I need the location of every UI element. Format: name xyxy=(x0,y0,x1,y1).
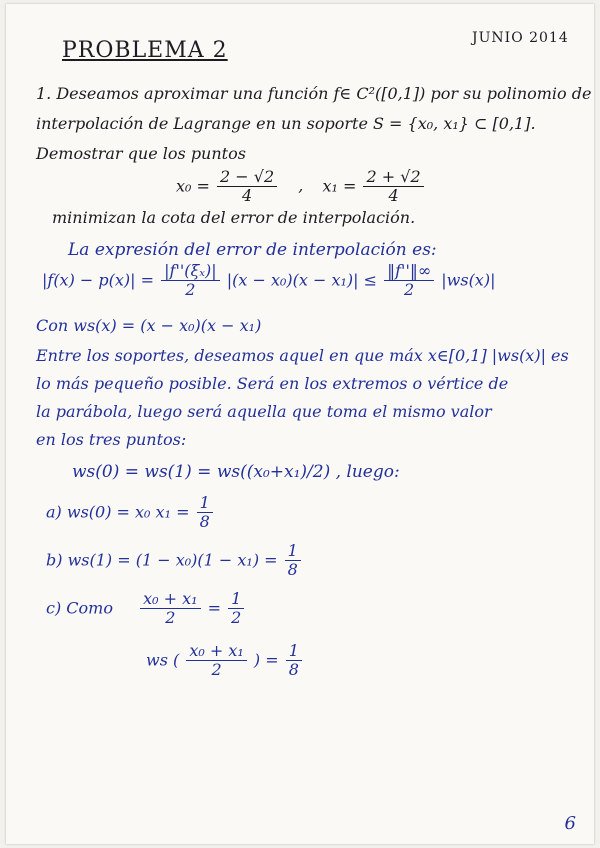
error-middle: |(x − x₀)(x − x₁)| ≤ xyxy=(226,270,378,290)
ws-midpoint-result-fraction xyxy=(286,642,302,680)
statement-line-2: interpolación de Lagrange en un soporte S = {x₀, x₁} ⊂ [0,1]. xyxy=(36,114,536,133)
case-a-lhs: a) ws(0) = x₀ x₁ = xyxy=(46,502,190,522)
error-numerator-2: ‖f''‖∞ xyxy=(384,262,434,281)
error-denominator-1: 2 xyxy=(185,280,196,300)
error-numerator-1: |f''(ξₓ)| xyxy=(161,262,219,281)
problem-title: PROBLEMA 2 xyxy=(62,38,228,63)
x1-denominator: 4 xyxy=(388,186,399,206)
case-c xyxy=(46,590,246,628)
case-b-fraction xyxy=(285,542,301,580)
case-c-result-fraction xyxy=(228,590,244,628)
error-fraction-2 xyxy=(384,262,434,300)
paragraph-line-4: en los tres puntos: xyxy=(36,430,187,449)
solution-intro: La expresión del error de interpolación es: xyxy=(68,240,437,260)
ws-definition: Con ws(x) = (x − x₀)(x − x₁) xyxy=(36,316,262,335)
x1-fraction xyxy=(363,168,423,206)
x0-numerator: 2 − √2 xyxy=(217,168,277,187)
case-a-denominator: 8 xyxy=(199,512,210,532)
statement-line-1: 1. Deseamos aproximar una función f∈ C²([0,1]) por su polinomio de xyxy=(36,84,592,103)
ws-midpoint-result-numerator: 1 xyxy=(286,642,302,661)
case-b-denominator: 8 xyxy=(287,560,298,580)
ws-midpoint-lhs: ws ( xyxy=(146,650,180,670)
case-c-denominator: 2 xyxy=(165,608,176,628)
paragraph-line-1: Entre los soportes, deseamos aquel en que máx x∈[0,1] |ws(x)| es xyxy=(36,346,569,365)
case-b-numerator: 1 xyxy=(285,542,301,561)
ws-equality: ws(0) = ws(1) = ws((x₀+x₁)/2) , luego: xyxy=(72,462,400,482)
paragraph-line-3: la parábola, luego será aquella que toma el mismo valor xyxy=(36,402,492,421)
case-c-lhs: c) Como xyxy=(46,598,113,618)
x1-numerator: 2 + √2 xyxy=(363,168,423,187)
statement-line-5: minimizan la cota del error de interpolación. xyxy=(52,208,416,227)
case-b xyxy=(46,542,303,580)
case-a xyxy=(46,494,215,532)
case-c-result-numerator: 1 xyxy=(228,590,244,609)
case-b-lhs: b) ws(1) = (1 − x₀)(1 − x₁) = xyxy=(46,550,278,570)
case-a-fraction xyxy=(197,494,213,532)
error-fraction-1 xyxy=(161,262,219,300)
case-c-result-denominator: 2 xyxy=(231,608,242,628)
ws-midpoint-result-denominator: 8 xyxy=(288,660,299,680)
x0-denominator: 4 xyxy=(242,186,253,206)
paragraph-line-2: lo más pequeño posible. Será en los extremos o vértice de xyxy=(36,374,509,393)
ws-midpoint xyxy=(146,642,304,680)
ws-midpoint-denominator: 2 xyxy=(211,660,222,680)
ws-midpoint-rhs: ) = xyxy=(253,650,279,670)
case-c-numerator: x₀ + x₁ xyxy=(140,590,200,609)
exam-date: JUNIO 2014 xyxy=(472,30,569,46)
ws-midpoint-numerator: x₀ + x₁ xyxy=(186,642,246,661)
x0-label: x₀ = xyxy=(176,176,210,196)
case-c-fraction xyxy=(140,590,200,628)
case-c-equals: = xyxy=(207,598,222,618)
statement-line-3: Demostrar que los puntos xyxy=(36,144,246,163)
error-formula xyxy=(42,262,495,300)
case-a-numerator: 1 xyxy=(197,494,213,513)
x1-label: x₁ = xyxy=(322,176,357,196)
notebook-page xyxy=(6,4,594,844)
points-separator: , xyxy=(298,176,304,196)
points-definition xyxy=(176,168,426,206)
error-lhs: |f(x) − p(x)| = xyxy=(42,270,155,290)
error-tail: |ws(x)| xyxy=(441,270,496,290)
ws-midpoint-fraction xyxy=(186,642,246,680)
error-denominator-2: 2 xyxy=(404,280,415,300)
page-number: 6 xyxy=(564,813,576,834)
x0-fraction xyxy=(217,168,277,206)
